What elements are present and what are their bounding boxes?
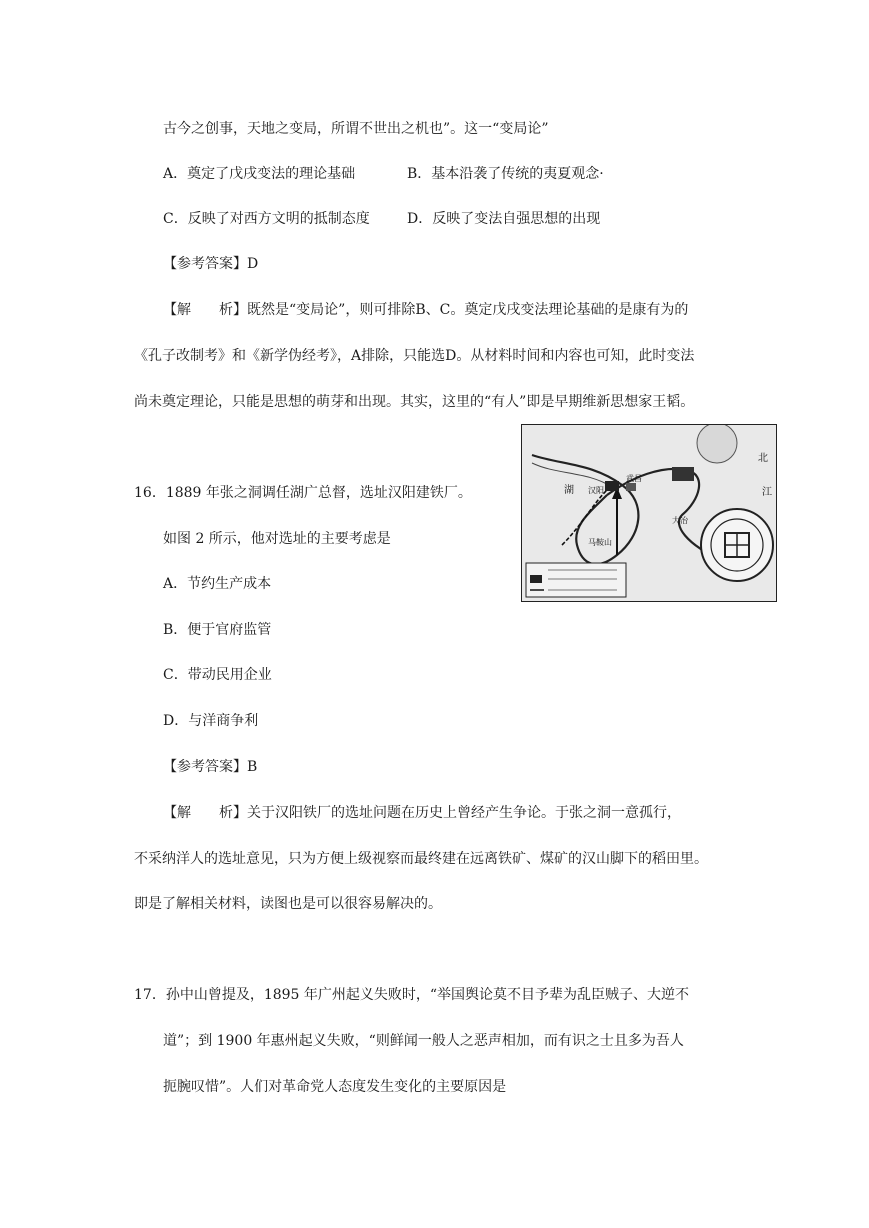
q15-analysis-line-1 [163, 300, 688, 320]
q17-stem-line-3: 扼腕叹惜”。人们对革命党人态度发生变化的主要原因是 [163, 1079, 507, 1095]
q15-option-d: D．反映了变法自强思想的出现 [407, 211, 601, 227]
legend-symbol-site [530, 575, 542, 583]
q17-stem-line-2: 道”；到 1900 年惠州起义失败，“则鲜闻一般人之恶声相加，而有识之士且多为吾人 [163, 1033, 684, 1049]
hanyang-site-marker [605, 481, 619, 491]
q15-option-b: B．基本沿袭了传统的夷夏观念· [407, 166, 604, 182]
map-label-wuchang: 武昌 [626, 474, 642, 483]
q16-analysis-line-1 [163, 803, 681, 823]
q15-analysis-text-1: 既然是“变局论”，则可排除B、C。奠定戊戌变法理论基础的是康有为的 [247, 302, 689, 318]
q16-option-b: B．便于官府监管 [163, 622, 272, 638]
map-label-jiang: 江 [762, 487, 772, 498]
q16-option-a: A．节约生产成本 [163, 576, 272, 592]
q17-stem-line-1: 17．孙中山曾提及，1895 年广州起义失败时，“举国舆论莫不目予辈为乱臣贼子、大逆不 [134, 987, 690, 1003]
q15-option-a: A．奠定了戊戌变法的理论基础 [163, 166, 356, 182]
map-label-daye: 大冶 [672, 516, 688, 525]
q16-analysis-text-1: 关于汉阳铁厂的选址问题在历史上曾经产生争论。于张之洞一意孤行， [247, 805, 681, 821]
q15-stem-tail: 古今之创事，天地之变局，所谓不世出之机也”。这一“变局论” [163, 121, 549, 137]
map-top-circle [697, 425, 737, 463]
q16-answer: 【参考答案】B [163, 759, 258, 775]
q16-stem-line-1: 16．1889 年张之洞调任湖广总督，选址汉阳建铁厂。 [134, 485, 472, 501]
wuchang-site-marker [626, 483, 636, 491]
map-label-hanyang: 汉阳 [588, 486, 604, 495]
hanyang-map-svg [522, 425, 776, 601]
map-label-maanshan: 马鞍山 [588, 538, 612, 547]
q15-answer: 【参考答案】D [163, 256, 259, 272]
q16-option-d: D．与洋商争利 [163, 713, 259, 729]
daye-site-marker [672, 467, 694, 481]
q16-option-c: C．带动民用企业 [163, 667, 272, 683]
q15-analysis-line-3: 尚未奠定理论，只能是思想的萌芽和出现。其实，这里的“有人”即是早期维新思想家王韬。 [134, 394, 695, 410]
hanyang-map-figure [521, 424, 777, 602]
q16-analysis-line-2: 不采纳洋人的选址意见，只为方便上级视察而最终建在远离铁矿、煤矿的汉山脚下的稻田里。 [134, 851, 708, 867]
q16-stem-line-2: 如图 2 所示，他对选址的主要考虑是 [163, 531, 391, 547]
q15-option-c: C．反映了对西方文明的抵制态度 [163, 211, 370, 227]
q16-analysis-line-3: 即是了解相关材料，读图也是可以很容易解决的。 [134, 896, 442, 912]
q15-analysis-label: 【解 析】 [163, 302, 247, 318]
q16-analysis-label: 【解 析】 [163, 805, 247, 821]
q15-analysis-line-2: 《孔子改制考》和《新学伪经考》，A排除，只能选D。从材料时间和内容也可知，此时变法 [134, 348, 695, 364]
map-label-hu: 湖 [564, 485, 574, 496]
map-label-north: 北 [758, 453, 768, 464]
